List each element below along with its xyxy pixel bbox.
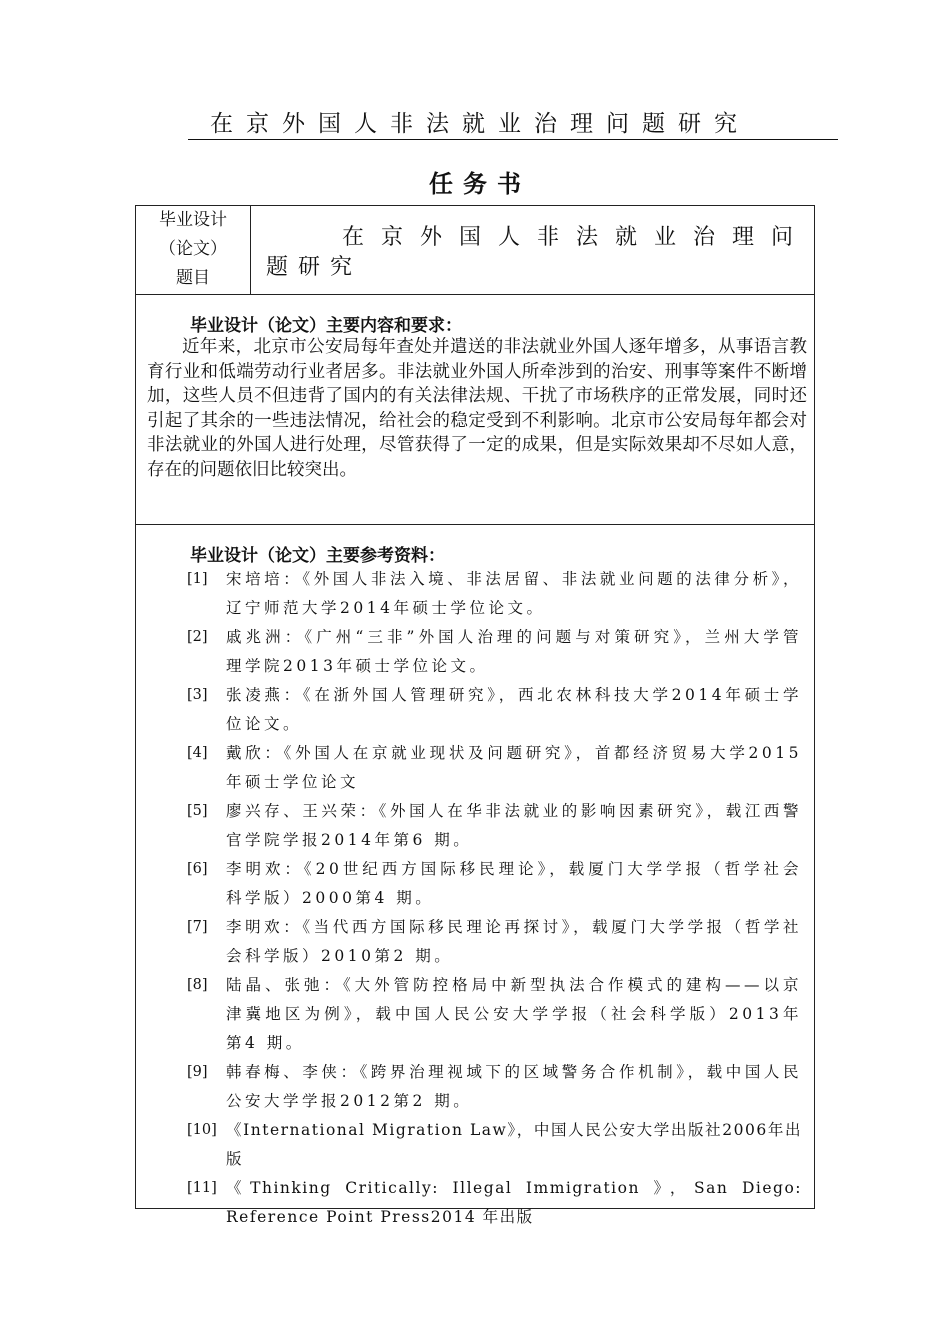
reference-item	[136, 681, 814, 739]
reference-item	[136, 855, 814, 913]
content-requirements-row	[135, 294, 815, 525]
title-label-cell	[136, 206, 251, 294]
reference-number: [6]	[187, 861, 208, 877]
reference-item	[136, 913, 814, 971]
reference-item	[136, 971, 814, 1058]
reference-number: [11]	[187, 1180, 217, 1196]
title-value-line-2: 题研究	[266, 255, 363, 280]
document-heading: 任务书	[429, 169, 531, 198]
label-line: （论文）	[159, 239, 227, 259]
reference-text: 《International Migration Law》，中国人民公安大学出版社2006年出版	[226, 1121, 802, 1168]
reference-text: 韩春梅、李侠：《跨界治理视域下的区域警务合作机制》，载中国人民公安大学学报2012第2 期。	[226, 1063, 802, 1110]
reference-number: [1]	[187, 571, 208, 587]
content-section-heading: 毕业设计（论文）主要内容和要求：	[190, 316, 462, 336]
reference-item	[136, 623, 814, 681]
reference-number: [5]	[187, 803, 208, 819]
reference-text: 《Thinking Critically: Illegal Immigration 》，San Diego: Reference Point Press2014 年出版	[226, 1179, 802, 1226]
content-body-text: 近年来，北京市公安局每年查处并遣送的非法就业外国人逐年增多，从事语言教育行业和低端劳动行业者居多。非法就业外国人所牵涉到的治安、刑事等案件不断增加，这些人员不但违背了国内的有关法律法规、干扰了市场秩序的正常发展，同时还引起了其余的一些违法情况，给社会的稳定受到不利影响。北京市公安局每年都会对非法就业的外国人进行处理，尽管获得了一定的成果，但是实际效果却不尽如人意，存在的问题依旧比较突出。	[147, 337, 807, 480]
reference-item	[136, 565, 814, 623]
reference-number: [9]	[187, 1064, 208, 1080]
reference-item	[136, 1116, 814, 1174]
reference-number: [2]	[187, 629, 208, 645]
reference-text: 李明欢：《当代西方国际移民理论再探讨》，载厦门大学学报（哲学社会科学版）2010第2 期。	[226, 918, 802, 965]
reference-text: 宋培培：《外国人非法入境、非法居留、非法就业问题的法律分析》，辽宁师范大学2014年硕士学位论文。	[226, 570, 802, 617]
title-row	[135, 205, 815, 295]
reference-number: [10]	[187, 1122, 217, 1138]
references-row	[135, 524, 815, 1226]
reference-text: 戴欣：《外国人在京就业现状及问题研究》，首都经济贸易大学2015年硕士学位论文	[226, 744, 802, 791]
reference-text: 戚兆洲：《广州“三非”外国人治理的问题与对策研究》，兰州大学管理学院2013年硕士学位论文。	[226, 628, 802, 675]
reference-item	[136, 797, 814, 855]
reference-text: 张凌燕：《在浙外国人管理研究》，西北农林科技大学2014年硕士学位论文。	[226, 686, 802, 733]
reference-number: [3]	[187, 687, 208, 703]
reference-item	[136, 739, 814, 797]
thesis-title: 在京外国人非法就业治理问题研究	[188, 108, 838, 140]
reference-item	[136, 1174, 814, 1232]
reference-number: [7]	[187, 919, 208, 935]
reference-text: 李明欢：《20世纪西方国际移民理论》，载厦门大学学报（哲学社会科学版）2000第4 期。	[226, 860, 802, 907]
reference-text: 陆晶、张弛：《大外管防控格局中新型执法合作模式的建构——以京津冀地区为例》，载中国人民公安大学学报（社会科学版）2013年第4 期。	[226, 976, 802, 1052]
reference-list	[136, 565, 814, 1232]
reference-number: [4]	[187, 745, 208, 761]
reference-item	[136, 1058, 814, 1116]
references-section-heading: 毕业设计（论文）主要参考资料：	[190, 546, 445, 566]
label-line: 毕业设计	[159, 210, 227, 230]
title-value-cell	[252, 206, 814, 294]
label-line: 题目	[176, 268, 210, 288]
reference-number: [8]	[187, 977, 208, 993]
title-value-line-1: 在京外国人非法就业治理问	[342, 225, 811, 250]
reference-text: 廖兴存、王兴荣：《外国人在华非法就业的影响因素研究》，载江西警官学院学报2014年第6 期。	[226, 802, 802, 849]
